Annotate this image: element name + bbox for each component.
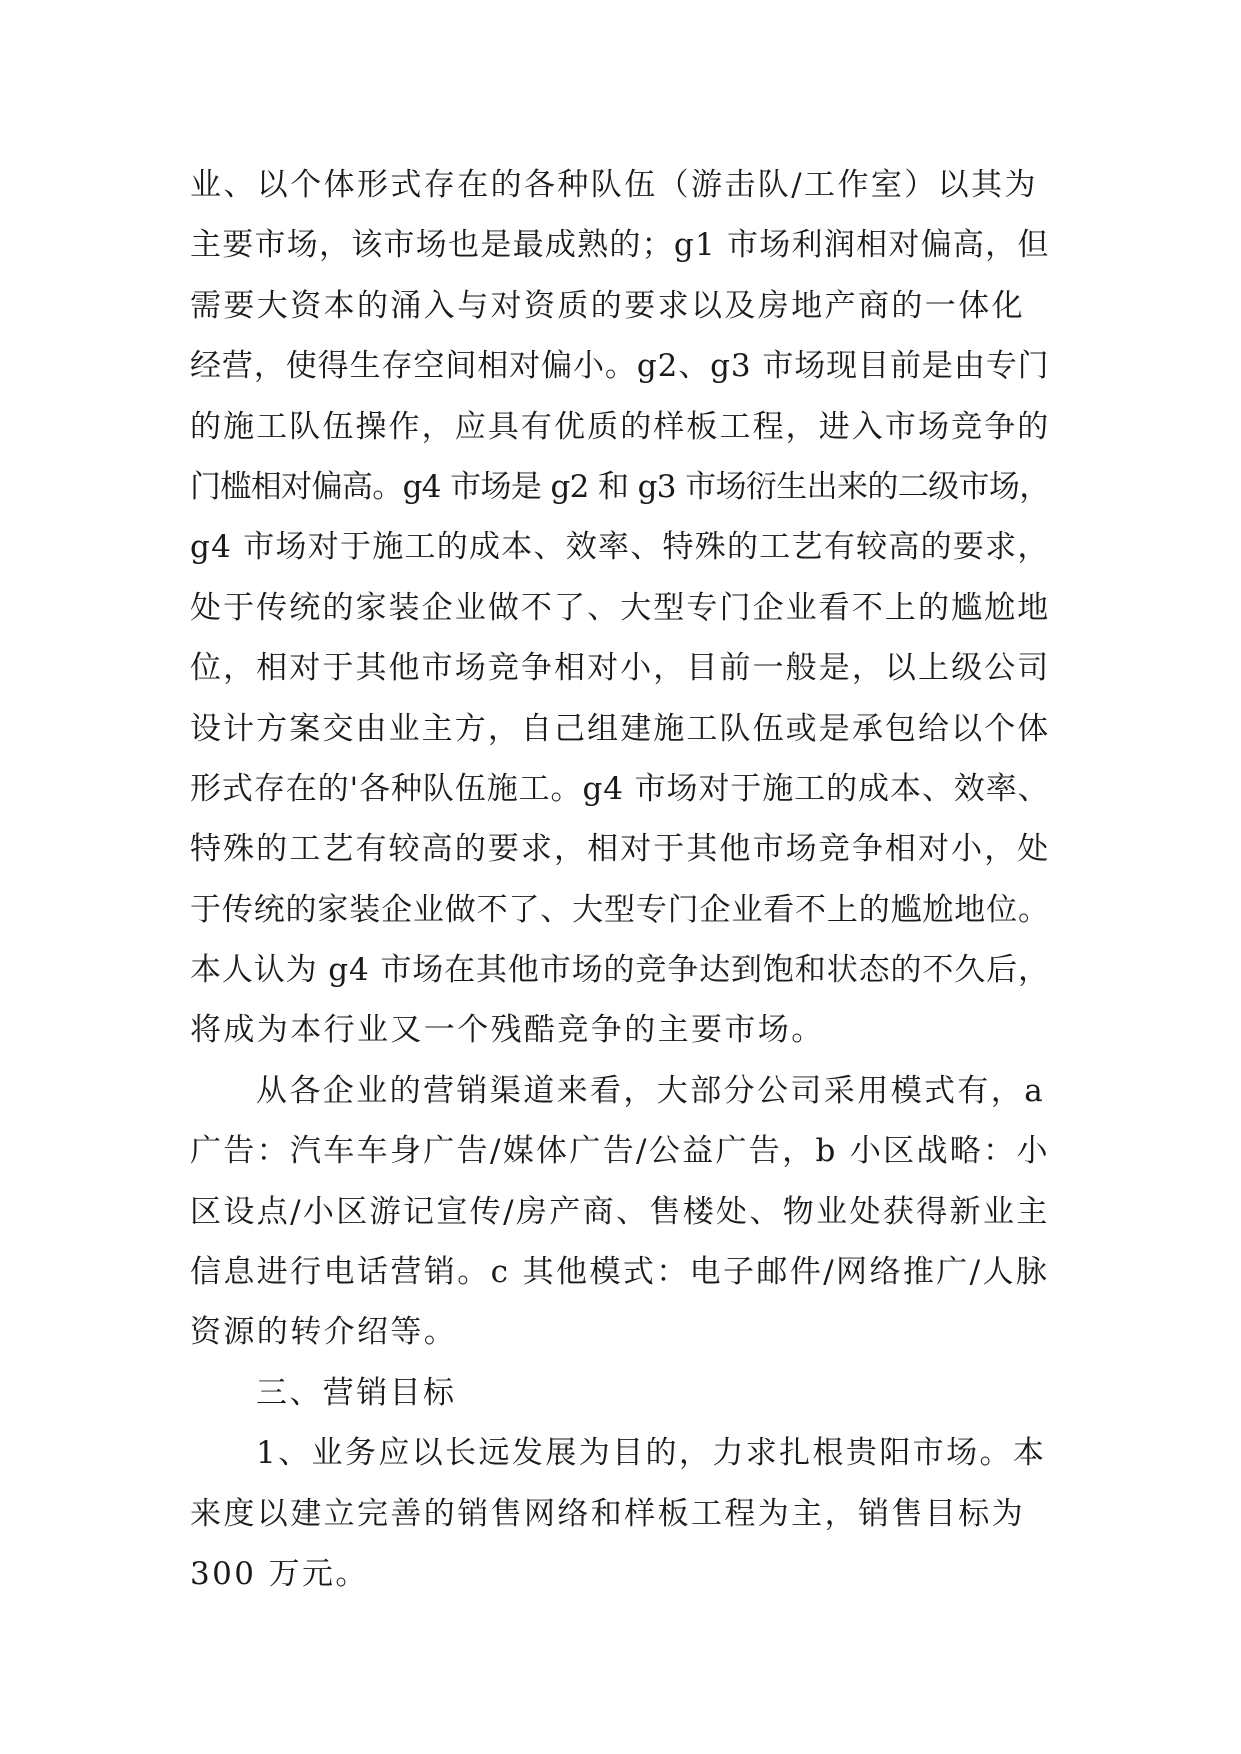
text-line: 来度以建立完善的销售网络和样板工程为主，销售目标为: [190, 1495, 1025, 1532]
document-body: [190, 155, 1050, 1604]
text-line: 1、业务应以长远发展为目的，力求扎根贵阳市场。本: [256, 1435, 1047, 1472]
text-line: 特殊的工艺有较高的要求，相对于其他市场竞争相对小，处: [190, 831, 1051, 868]
text-line: 主要市场，该市场也是最成熟的；g1 市场利润相对偏高，但: [190, 227, 1050, 264]
text-line: 设计方案交由业主方，自己组建施工队伍或是承包给以个体: [190, 710, 1051, 747]
text-line: 区设点/小区游记宣传/房产商、售楼处、物业处获得新业主: [190, 1193, 1050, 1230]
text-line: 信息进行电话营销。c 其他模式：电子邮件/网络推广/人脉: [190, 1254, 1050, 1291]
text-line: 三、营销目标: [256, 1374, 457, 1411]
text-line: 于传统的家装企业做不了、大型专门企业看不上的尴尬地位。: [190, 891, 1050, 928]
text-line: 的施工队伍操作，应具有优质的样板工程，进入市场竞争的: [190, 408, 1051, 445]
text-line: 形式存在的'各种队伍施工。g4 市场对于施工的成本、效率、: [190, 770, 1050, 807]
text-line: 业、以个体形式存在的各种队伍（游击队/工作室）以其为: [190, 167, 1038, 203]
text-line: g4 市场对于施工的成本、效率、特殊的工艺有较高的要求，: [190, 529, 1050, 566]
text-line: 300 万元。: [190, 1555, 369, 1592]
text-line: 将成为本行业又一个残酷竞争的主要市场。: [190, 1012, 825, 1049]
text-line: 广告：汽车车身广告/媒体广告/公益广告，b 小区战略：小: [190, 1133, 1050, 1170]
text-line: 本人认为 g4 市场在其他市场的竞争达到饱和状态的不久后，: [190, 952, 1050, 989]
text-line: 位，相对于其他市场竞争相对小，目前一般是，以上级公司: [190, 650, 1051, 687]
text-line: 从各企业的营销渠道来看，大部分公司采用模式有，a: [256, 1072, 1046, 1109]
text-line: 门槛相对偏高。g4 市场是 g2 和 g3 市场衍生出来的二级市场，: [190, 468, 1050, 505]
text-line: 处于传统的家装企业做不了、大型专门企业看不上的尴尬地: [190, 589, 1051, 626]
text-line: 经营，使得生存空间相对偏小。g2、g3 市场现目前是由专门: [190, 348, 1050, 385]
text-line: 需要大资本的涌入与对资质的要求以及房地产商的一体化: [190, 287, 1025, 324]
text-line: 资源的转介绍等。: [190, 1314, 458, 1351]
